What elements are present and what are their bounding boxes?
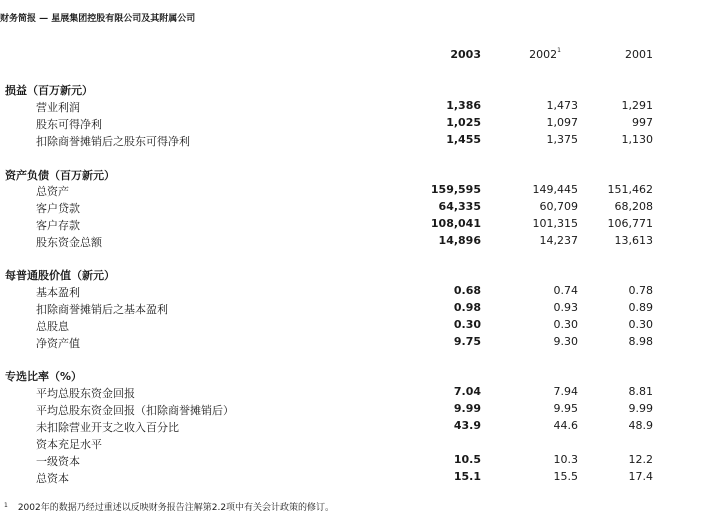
- value-2003: 9.75: [453, 335, 481, 348]
- value-2003: 15.1: [453, 470, 481, 483]
- value-2002: 1,375: [546, 133, 578, 146]
- value-2001: 68,208: [614, 200, 653, 213]
- table-row: [0, 419, 710, 436]
- table-row: [0, 318, 710, 335]
- table-row: [0, 402, 710, 419]
- value-2001: 0.78: [628, 284, 653, 297]
- value-2002: 149,445: [532, 183, 578, 196]
- row-label: 未扣除营业开支之收入百分比: [36, 421, 179, 434]
- value-2003: 159,595: [430, 183, 481, 196]
- row-label: 股东可得净利: [36, 118, 102, 131]
- row-label: 客户存款: [36, 219, 80, 232]
- row-label: 扣除商誉摊销后之股东可得净利: [36, 135, 190, 148]
- value-2001: 1,130: [621, 133, 653, 146]
- value-2003: 1,025: [446, 116, 481, 129]
- value-2003: 1,455: [446, 133, 481, 146]
- value-2003: 108,041: [430, 217, 481, 230]
- section-title-balance-sheet: 资产负债（百万新元）: [5, 169, 115, 182]
- table-row: [0, 217, 710, 234]
- value-2003: 0.98: [453, 301, 481, 314]
- value-2003: 7.04: [453, 385, 481, 398]
- row-label: 平均总股东资金回报（扣除商誉摊销后）: [36, 404, 234, 417]
- value-2001: 1,291: [621, 99, 653, 112]
- value-2001: 8.98: [628, 335, 653, 348]
- value-2002: 10.3: [553, 453, 578, 466]
- column-header-2002: 2002$^1$: [529, 47, 561, 61]
- row-label: 资本充足水平: [36, 438, 102, 451]
- row-label: 一级资本: [36, 455, 80, 468]
- value-2003: 0.68: [453, 284, 481, 297]
- column-header-2001: 2001: [625, 48, 653, 61]
- row-label: 总股息: [36, 320, 69, 333]
- table-row: [0, 99, 710, 116]
- value-2003: 0.30: [453, 318, 481, 331]
- table-row: [0, 470, 710, 487]
- table-row: [0, 335, 710, 352]
- footnote-text: 2002年的数据乃经过重述以反映财务报告注解第2.2项中有关会计政策的修订。: [17, 503, 335, 513]
- value-2001: 12.2: [628, 453, 653, 466]
- value-2001: 151,462: [607, 183, 653, 196]
- value-2003: 14,896: [438, 234, 481, 247]
- section-title-per-share: 每普通股价值（新元）: [5, 269, 115, 282]
- value-2001: 48.9: [628, 419, 653, 432]
- section-title-income: 损益（百万新元）: [5, 84, 93, 97]
- row-label: 股东资金总额: [36, 236, 102, 249]
- row-label: 营业利润: [36, 101, 80, 114]
- row-label: 总资产: [36, 185, 69, 198]
- value-2002: 44.6: [553, 419, 578, 432]
- row-label: 总资本: [36, 472, 69, 485]
- column-header-2003: 2003: [450, 48, 481, 61]
- table-row: [0, 200, 710, 217]
- footnote-ref: 1: [557, 47, 561, 55]
- row-label: 扣除商誉摊销后之基本盈利: [36, 303, 168, 316]
- value-2003: 10.5: [453, 453, 481, 466]
- value-2002: 14,237: [539, 234, 578, 247]
- value-2002: 0.74: [553, 284, 578, 297]
- value-2001: 17.4: [628, 470, 653, 483]
- value-2002: 9.95: [553, 402, 578, 415]
- footnote: [4, 500, 334, 513]
- value-2003: 9.99: [453, 402, 481, 415]
- value-2002: 9.30: [553, 335, 578, 348]
- table-row: [0, 234, 710, 251]
- table-row: [0, 301, 710, 318]
- row-label: 净资产值: [36, 337, 80, 350]
- value-2003: 1,386: [446, 99, 481, 112]
- value-2002: 0.30: [553, 318, 578, 331]
- row-label: 平均总股东资金回报: [36, 387, 135, 400]
- value-2001: 0.89: [628, 301, 653, 314]
- table-row: [0, 453, 710, 470]
- value-2001: 0.30: [628, 318, 653, 331]
- value-2001: 997: [632, 116, 653, 129]
- value-2002: 60,709: [539, 200, 578, 213]
- document-title: 财务简报 — 星展集团控股有限公司及其附属公司: [0, 14, 196, 24]
- row-label: 客户贷款: [36, 202, 80, 215]
- value-2002: 101,315: [532, 217, 578, 230]
- value-2003: 43.9: [453, 419, 481, 432]
- table-row: [0, 133, 710, 150]
- table-row: [0, 436, 710, 453]
- value-2002: 7.94: [553, 385, 578, 398]
- value-2002: 1,097: [546, 116, 578, 129]
- table-row: [0, 385, 710, 402]
- value-2003: 64,335: [438, 200, 481, 213]
- table-row: [0, 284, 710, 301]
- table-row: [0, 116, 710, 133]
- value-2002: 1,473: [546, 99, 578, 112]
- value-2001: 106,771: [607, 217, 653, 230]
- table-row: [0, 183, 710, 200]
- value-2001: 13,613: [614, 234, 653, 247]
- value-2002: 0.93: [553, 301, 578, 314]
- value-2002: 15.5: [553, 470, 578, 483]
- section-title-ratios: 专选比率（%）: [5, 370, 83, 383]
- value-2001: 8.81: [628, 385, 653, 398]
- value-2001: 9.99: [628, 402, 653, 415]
- row-label: 基本盈利: [36, 286, 80, 299]
- footnote-mark: 1: [4, 502, 8, 509]
